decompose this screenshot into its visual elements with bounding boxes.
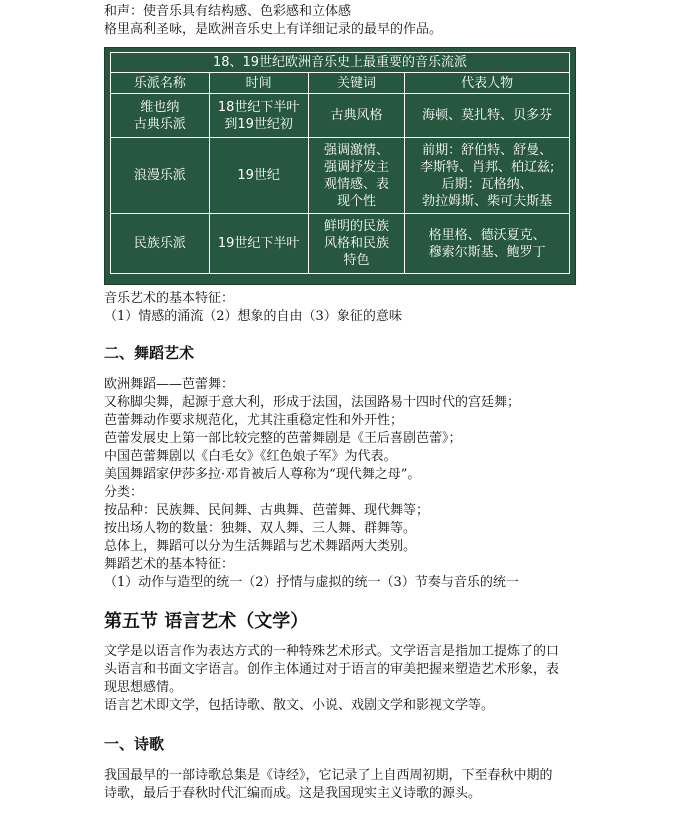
table-header: 关键词 <box>308 73 405 94</box>
table-cell-time: 19世纪 <box>209 138 308 214</box>
section5-line: 语言艺术即文学，包括诗歌、散文、小说、戏剧文学和影视文学等。 <box>104 698 495 713</box>
table-row <box>111 94 570 138</box>
dance-line: 又称脚尖舞，起源于意大利，形成于法国，法国路易十四时代的宫廷舞； <box>104 395 521 410</box>
dance-line: 按出场人物的数量：独舞、双人舞、三人舞、群舞等。 <box>104 521 417 536</box>
dance-heading: 二、舞蹈艺术 <box>104 344 195 362</box>
table-header: 代表人物 <box>405 73 570 94</box>
music-schools-table <box>104 47 576 285</box>
poetry-line: 我国最早的一部诗歌总集是《诗经》，它记录了上自西周初期，下至春秋中期的 <box>104 768 553 783</box>
section5-line: 文学是以语言作为表达方式的一种特殊艺术形式。文学语言是指加工提炼了的口 <box>104 644 560 659</box>
dance-line: 总体上，舞蹈可以分为生活舞蹈与艺术舞蹈两大类别。 <box>104 539 417 554</box>
dance-line: 中国芭蕾舞剧以《白毛女》《红色娘子军》为代表。 <box>104 449 397 464</box>
dance-line: 欧洲舞蹈——芭蕾舞： <box>104 377 235 392</box>
table-cell-school: 民族乐派 <box>111 214 210 274</box>
table-row <box>111 214 570 274</box>
section5-heading: 第五节 语言艺术（文学） <box>104 611 309 632</box>
dance-line: 美国舞蹈家伊莎多拉·邓肯被后人尊称为“现代舞之母”。 <box>104 467 421 482</box>
table-caption: 18、19世纪欧洲音乐史上最重要的音乐流派 <box>111 53 570 73</box>
table-cell-keywords: 鲜明的民族 风格和民族 特色 <box>308 214 405 274</box>
table-cell-time: 18世纪下半叶 到19世纪初 <box>209 94 308 138</box>
intro-line-harmony: 和声：使音乐具有结构感、色彩感和立体感 <box>104 4 352 19</box>
table-row <box>111 138 570 214</box>
intro-line-gregorian: 格里高利圣咏，是欧洲音乐史上有详细记录的最早的作品。 <box>104 22 443 37</box>
table-cell-keywords: 古典风格 <box>308 94 405 138</box>
dance-line: 舞蹈艺术的基本特征： <box>104 557 235 572</box>
table-cell-people: 格里格、德沃夏克、 穆索尔斯基、鲍罗丁 <box>405 214 570 274</box>
table-cell-school: 维也纳 古典乐派 <box>111 94 210 138</box>
music-features-items: （1）情感的涌流（2）想象的自由（3）象征的意味 <box>104 309 402 324</box>
dance-line: （1）动作与造型的统一（2）抒情与虚拟的统一（3）节奏与音乐的统一 <box>104 575 519 590</box>
table-cell-time: 19世纪下半叶 <box>209 214 308 274</box>
table-cell-people: 前期：舒伯特、舒曼、 李斯特、肖邦、柏辽兹; 后期：瓦格纳、 勃拉姆斯、柴可夫斯基 <box>405 138 570 214</box>
poetry-heading: 一、诗歌 <box>104 735 165 753</box>
dance-line: 分类： <box>104 485 144 500</box>
dance-line: 芭蕾舞动作要求规范化，尤其注重稳定性和外开性； <box>104 413 404 428</box>
table-cell-school: 浪漫乐派 <box>111 138 210 214</box>
dance-line: 按品种：民族舞、民间舞、古典舞、芭蕾舞、现代舞等； <box>104 503 430 518</box>
table-header: 乐派名称 <box>111 73 210 94</box>
section5-line: 头语言和书面文字语言。创作主体通过对于语言的审美把握来塑造艺术形象，表 <box>104 662 560 677</box>
poetry-line: 诗歌，最后于春秋时代汇编而成。这是我国现实主义诗歌的源头。 <box>104 786 482 801</box>
music-features-title: 音乐艺术的基本特征： <box>104 291 235 306</box>
section5-line: 现思想感情。 <box>104 680 183 695</box>
table-header: 时间 <box>209 73 308 94</box>
dance-line: 芭蕾发展史上第一部比较完整的芭蕾舞剧是《王后喜剧芭蕾》； <box>104 431 462 446</box>
table-cell-people: 海顿、莫扎特、贝多芬 <box>405 94 570 138</box>
table-cell-keywords: 强调激情、 强调抒发主 观情感、表 现个性 <box>308 138 405 214</box>
